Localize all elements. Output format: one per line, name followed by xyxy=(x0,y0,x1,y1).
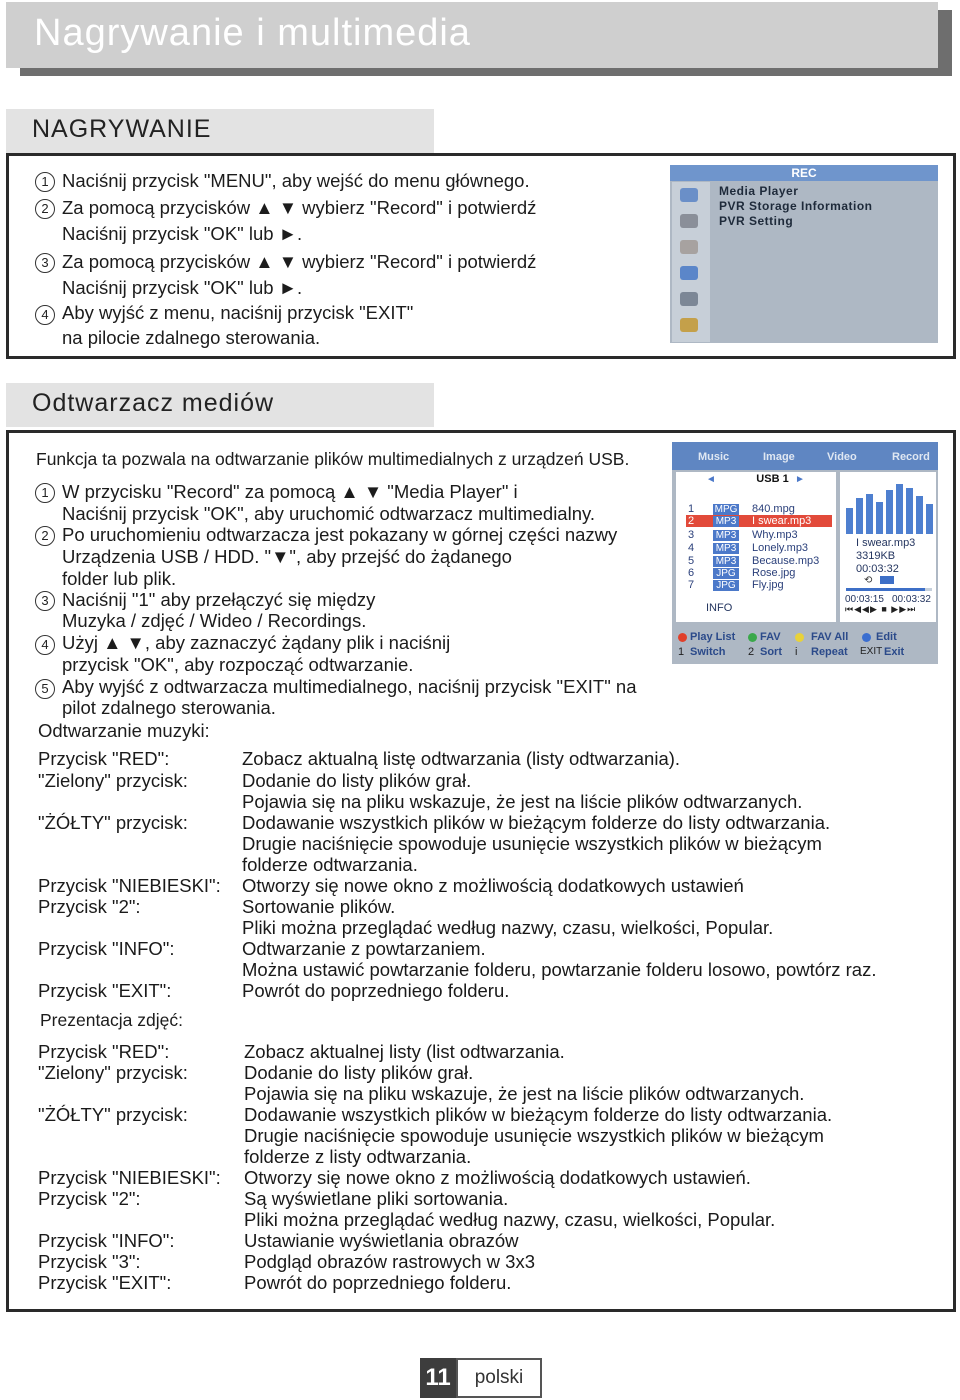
file-name[interactable]: Because.mp3 xyxy=(752,555,820,567)
key-desc: Dodanie do listy plików grał. xyxy=(244,1062,474,1083)
file-type-badge: MP3 xyxy=(713,516,739,527)
key-desc: Można ustawić powtarzanie folderu, powtarzanie folderu losowo, powtórz raz. xyxy=(242,959,877,980)
step-number: 4 xyxy=(35,635,55,655)
page-title: Nagrywanie i multimedia xyxy=(34,12,471,54)
key-label: "Zielony" przycisk: xyxy=(38,1062,188,1083)
key-desc: Pliki można przeglądać według nazwy, czasu, wielkości, Popular. xyxy=(244,1209,776,1230)
file-name[interactable]: Rose.jpg xyxy=(752,567,796,579)
green-button-icon xyxy=(748,633,757,642)
file-name[interactable]: Why.mp3 xyxy=(752,529,798,541)
media-step-4-line-2: przycisk "OK", aby rozpocząć odtwarzanie. xyxy=(62,654,414,675)
total-time: 00:03:32 xyxy=(892,594,931,605)
key-badge: i xyxy=(795,646,798,658)
key-label: Przycisk "RED": xyxy=(38,748,170,769)
tv-icon xyxy=(680,188,698,202)
step-number: 2 xyxy=(35,199,55,219)
file-index: 3 xyxy=(688,529,695,541)
elapsed-time: 00:03:15 xyxy=(845,594,884,605)
file-name[interactable]: Lonely.mp3 xyxy=(752,542,809,554)
key-label: Przycisk "NIEBIESKI": xyxy=(38,1167,221,1188)
file-index: 4 xyxy=(688,542,695,554)
key-desc: Są wyświetlane pliki sortowania. xyxy=(244,1188,509,1209)
repeat-icon: ⟲ xyxy=(864,575,873,586)
tab-record[interactable]: Record xyxy=(892,451,930,463)
media-step-5-line-1: Aby wyjść z odtwarzacza multimedialnego, naciśnij przycisk "EXIT" na xyxy=(62,676,637,697)
rec-menu-item-pvr-setting[interactable]: PVR Setting xyxy=(719,214,794,228)
rec-step-4-line-2: na pilocie zdalnego sterowania. xyxy=(62,327,321,348)
rec-menu-item-media-player[interactable]: Media Player xyxy=(719,184,799,198)
key-badge: EXIT xyxy=(860,646,883,657)
red-button-icon xyxy=(678,633,687,642)
key-desc: Pliki można przeglądać według nazwy, czasu, wielkości, Popular. xyxy=(242,917,774,938)
btn-edit[interactable]: Edit xyxy=(876,631,897,643)
step-number: 5 xyxy=(35,679,55,699)
right-arrow-icon[interactable]: ► xyxy=(795,474,805,485)
media-step-2-line-1: Po uruchomieniu odtwarzacza jest pokazany w górnej części nazwy xyxy=(62,524,618,545)
file-type-badge: MP3 xyxy=(713,530,739,541)
btn-exit[interactable]: Exit xyxy=(884,646,905,658)
file-type-badge: MP3 xyxy=(713,543,739,554)
spectrum-bar xyxy=(926,504,933,534)
key-desc: Zobacz aktualną listę odtwarzania (listy odtwarzania). xyxy=(242,748,681,769)
page-language: polski xyxy=(456,1358,542,1398)
rec-step-3-line-2: Naciśnij przycisk "OK" lub ►. xyxy=(62,277,303,298)
folder-mode-icon xyxy=(880,576,894,584)
key-desc: Podgląd obrazów rastrowych w 3x3 xyxy=(244,1251,536,1272)
key-desc: Otworzy się nowe okno z możliwością dodatkowych ustawień xyxy=(242,875,744,896)
spectrum-bar xyxy=(876,502,883,534)
blue-button-icon xyxy=(862,633,871,642)
spectrum-bar xyxy=(846,508,853,534)
page-number: 11 xyxy=(420,1358,456,1398)
device-name: USB 1 xyxy=(756,473,789,485)
tab-music[interactable]: Music xyxy=(698,451,730,463)
file-index: 7 xyxy=(688,579,695,591)
transport-controls-icon[interactable]: ⏮◀◀▶ ■ ▶▶⏭ xyxy=(845,604,917,614)
file-name-selected[interactable]: I swear.mp3 xyxy=(752,515,812,527)
tab-video[interactable]: Video xyxy=(827,451,857,463)
spectrum-bar xyxy=(896,484,903,534)
key-label: Przycisk "INFO": xyxy=(38,1230,175,1251)
key-desc: Sortowanie plików. xyxy=(242,896,396,917)
file-type-badge: JPG xyxy=(713,580,739,591)
folder-icon xyxy=(680,266,698,280)
media-step-1-line-2: Naciśnij przycisk "OK", aby uruchomić odtwarzacz multimedialny. xyxy=(62,503,596,524)
left-arrow-icon[interactable]: ◄ xyxy=(706,474,716,485)
rec-menu-title: REC xyxy=(670,165,938,181)
key-desc: Zobacz aktualnej listy (list odtwarzania. xyxy=(244,1041,565,1062)
media-intro: Funkcja ta pozwala na odtwarzanie plików multimedialnych z urządzeń USB. xyxy=(36,449,630,469)
step-number: 2 xyxy=(35,526,55,546)
file-type-badge: JPG xyxy=(713,568,739,579)
recording-section-title: NAGRYWANIE xyxy=(32,115,212,143)
recording-section-tab xyxy=(6,109,434,153)
gear-icon xyxy=(680,240,698,254)
file-index: 1 xyxy=(688,503,695,515)
key-badge: 2 xyxy=(748,646,755,658)
btn-repeat[interactable]: Repeat xyxy=(811,646,848,658)
rec-menu-screen xyxy=(670,165,938,343)
key-desc: folderze odtwarzania. xyxy=(242,854,418,875)
btn-fav-all[interactable]: FAV All xyxy=(811,631,849,643)
progress-fill xyxy=(846,588,925,591)
info-label: INFO xyxy=(706,602,733,614)
key-desc: folderze z listy odtwarzania. xyxy=(244,1146,472,1167)
media-step-2-line-3: folder lub plik. xyxy=(62,568,177,589)
btn-switch[interactable]: Switch xyxy=(690,646,726,658)
step-number: 3 xyxy=(35,591,55,611)
key-desc: Drugie naciśnięcie spowoduje usunięcie wszystkich plików w bieżącym xyxy=(244,1125,824,1146)
file-type-badge: MPG xyxy=(714,504,738,515)
step-number: 4 xyxy=(35,305,55,325)
key-desc: Otworzy się nowe okno z możliwością dodatkowych ustawień. xyxy=(244,1167,751,1188)
key-label: Przycisk "3": xyxy=(38,1251,141,1272)
key-label: Przycisk "EXIT": xyxy=(38,1272,172,1293)
photo-heading: Prezentacja zdjęć: xyxy=(40,1010,183,1030)
key-label: Przycisk "2": xyxy=(38,1188,141,1209)
media-step-3-line-2: Muzyka / zdjęć / Wideo / Recordings. xyxy=(62,610,367,631)
spectrum-bar xyxy=(856,498,863,534)
people-icon xyxy=(680,292,698,306)
spectrum-bar xyxy=(906,488,913,534)
key-desc: Pojawia się na pliku wskazuje, że jest na liście plików odtwarzanych. xyxy=(244,1083,805,1104)
media-step-2-line-2: Urządzenia USB / HDD. "▼", aby przejść do żądanego xyxy=(62,546,512,567)
rec-step-4-line-1: Aby wyjść z menu, naciśnij przycisk "EXIT" xyxy=(62,302,414,323)
key-label: "ŻÓŁTY" przycisk: xyxy=(38,812,188,833)
key-desc: Powrót do poprzedniego folderu. xyxy=(244,1272,512,1293)
key-label: Przycisk "RED": xyxy=(38,1041,170,1062)
step-number: 3 xyxy=(35,253,55,273)
key-label: Przycisk "EXIT": xyxy=(38,980,172,1001)
file-index: 5 xyxy=(688,555,695,567)
key-label: "Zielony" przycisk: xyxy=(38,770,188,791)
record-icon xyxy=(680,318,698,332)
file-index: 2 xyxy=(688,515,695,527)
rec-menu-item-storage-info[interactable]: PVR Storage Information xyxy=(719,199,873,213)
rec-step-3-line-1: Za pomocą przycisków ▲ ▼ wybierz "Record" i potwierdź xyxy=(62,251,537,272)
file-name[interactable]: Fly.jpg xyxy=(752,579,784,591)
file-name[interactable]: 840.mpg xyxy=(752,503,795,515)
key-desc: Odtwarzanie z powtarzaniem. xyxy=(242,938,486,959)
key-desc: Ustawianie wyświetlania obrazów xyxy=(244,1230,519,1251)
btn-sort[interactable]: Sort xyxy=(760,646,782,658)
key-desc: Dodanie do listy plików grał. xyxy=(242,770,472,791)
key-label: Przycisk "INFO": xyxy=(38,938,175,959)
rec-step-2-line-2: Naciśnij przycisk "OK" lub ►. xyxy=(62,223,303,244)
tab-image[interactable]: Image xyxy=(763,451,795,463)
file-index: 6 xyxy=(688,567,695,579)
key-label: Przycisk "2": xyxy=(38,896,141,917)
key-desc: Dodawanie wszystkich plików w bieżącym folderze do listy odtwarzania. xyxy=(244,1104,833,1125)
spectrum-bar xyxy=(916,496,923,534)
music-heading: Odtwarzanie muzyki: xyxy=(38,720,210,741)
rec-step-1-line-1: Naciśnij przycisk "MENU", aby wejść do menu głównego. xyxy=(62,170,530,191)
key-label: "ŻÓŁTY" przycisk: xyxy=(38,1104,188,1125)
media-section-title: Odtwarzacz mediów xyxy=(32,389,275,417)
key-desc: Dodawanie wszystkich plików w bieżącym folderze do listy odtwarzania. xyxy=(242,812,831,833)
media-step-4-line-1: Użyj ▲ ▼, aby zaznaczyć żądany plik i naciśnij xyxy=(62,632,451,653)
btn-fav[interactable]: FAV xyxy=(760,631,781,643)
key-desc: Drugie naciśnięcie spowoduje usunięcie wszystkich plików w bieżącym xyxy=(242,833,822,854)
key-label: Przycisk "NIEBIESKI": xyxy=(38,875,221,896)
key-badge: 1 xyxy=(678,646,685,658)
btn-play-list[interactable]: Play List xyxy=(690,631,736,643)
rec-step-2-line-1: Za pomocą przycisków ▲ ▼ wybierz "Record" i potwierdź xyxy=(62,197,537,218)
file-type-badge: MP3 xyxy=(713,556,739,567)
now-playing-file: I swear.mp3 xyxy=(856,537,916,549)
media-step-1-line-1: W przycisku "Record" za pomocą ▲ ▼ "Media Player" i xyxy=(62,481,518,502)
now-playing-size: 3319KB xyxy=(856,550,896,562)
media-step-3-line-1: Naciśnij "1" aby przełączyć się między xyxy=(62,589,376,610)
key-desc: Powrót do poprzedniego folderu. xyxy=(242,980,510,1001)
media-section-tab xyxy=(6,383,434,427)
now-playing-position: 00:03:32 xyxy=(856,563,899,575)
yellow-button-icon xyxy=(795,633,804,642)
step-number: 1 xyxy=(35,172,55,192)
spectrum-bar xyxy=(886,490,893,534)
media-step-5-line-2: pilot zdalnego sterowania. xyxy=(62,697,276,718)
step-number: 1 xyxy=(35,483,55,503)
key-desc: Pojawia się na pliku wskazuje, że jest na liście plików odtwarzanych. xyxy=(242,791,803,812)
spectrum-bar xyxy=(866,494,873,534)
pen-icon xyxy=(680,214,698,228)
